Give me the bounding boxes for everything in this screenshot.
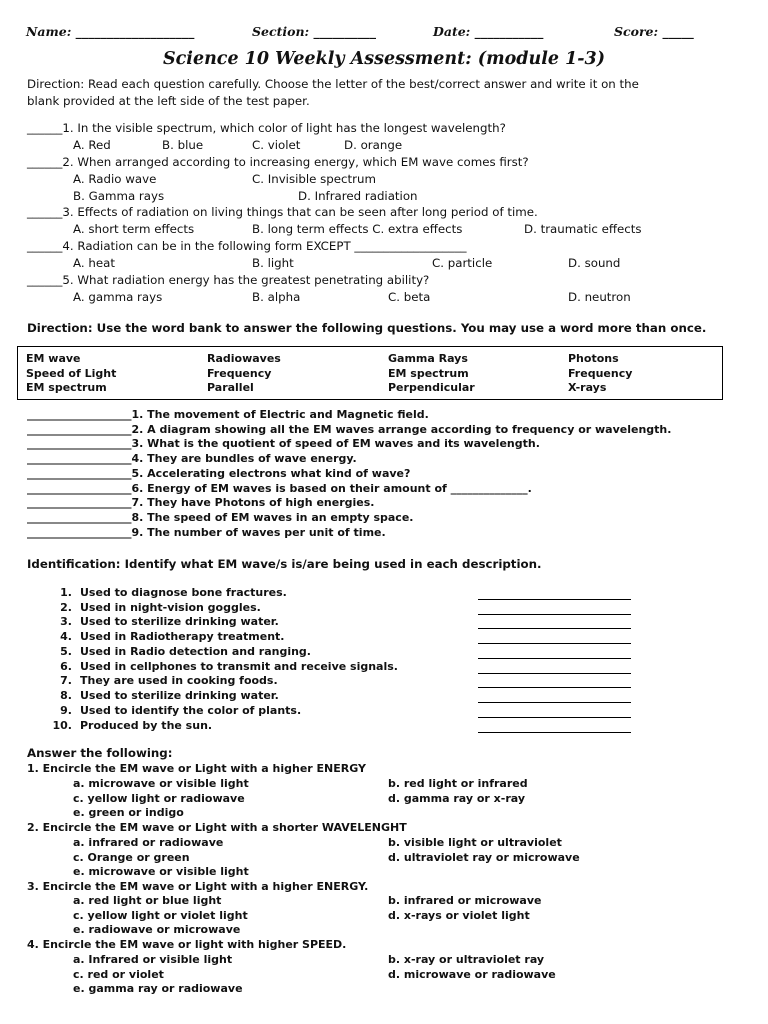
mc-3-choice-d: D. traumatic effects <box>524 222 642 236</box>
date-field[interactable]: Date: ___________ <box>433 24 544 39</box>
word-bank-item: Perpendicular <box>388 381 475 394</box>
answer-4-option-e[interactable]: e. gamma ray or radiowave <box>73 982 243 995</box>
fill-in-item-7: ___________________7. They have Photons of high energies. <box>27 496 375 509</box>
mc-4-choice-a: A. heat <box>73 256 115 270</box>
identification-item-1: 1. Used to diagnose bone fractures. <box>60 586 287 599</box>
identification-item-5: 5. Used in Radio detection and ranging. <box>60 645 311 658</box>
identification-item-10: 10. Produced by the sun. <box>52 719 213 732</box>
direction-2: Direction: Use the word bank to answer the following questions. You may use a word more than once. <box>27 321 707 335</box>
answer-4-option-a[interactable]: a. Infrared or visible light <box>73 953 233 966</box>
fill-in-item-3: ___________________3. What is the quotient of speed of EM waves and its wavelength. <box>27 437 540 450</box>
identification-answer-blank[interactable] <box>478 732 631 733</box>
answer-1-option-e[interactable]: e. green or indigo <box>73 806 184 819</box>
word-bank-item: Gamma Rays <box>388 352 468 365</box>
mc-5-choice-a: A. gamma rays <box>73 290 163 304</box>
identification-answer-blank[interactable] <box>478 599 631 600</box>
mc-question-1: ______1. In the visible spectrum, which color of light has the longest wavelength? <box>27 121 506 135</box>
name-field[interactable]: Name: ___________________ <box>26 24 195 39</box>
mc-question-5: ______5. What radiation energy has the greatest penetrating ability? <box>27 273 430 287</box>
identification-answer-blank[interactable] <box>478 687 631 688</box>
answer-question-4: 4. Encircle the EM wave or light with higher SPEED. <box>27 938 347 951</box>
mc-question-4: ______4. Radiation can be in the following form EXCEPT ___________________ <box>27 239 467 253</box>
direction-1 <box>27 76 742 110</box>
mc-4-choice-b: B. light <box>252 256 294 270</box>
answer-4-option-c[interactable]: c. red or violet <box>73 968 164 981</box>
fill-in-item-1: ___________________1. The movement of Electric and Magnetic field. <box>27 408 429 421</box>
identification-item-6: 6. Used in cellphones to transmit and receive signals. <box>60 660 398 673</box>
fill-in-item-6: ___________________6. Energy of EM waves is based on their amount of ______________. <box>27 482 532 495</box>
answer-2-option-d[interactable]: d. ultraviolet ray or microwave <box>388 851 580 864</box>
identification-answer-blank[interactable] <box>478 673 631 674</box>
answer-2-option-e[interactable]: e. microwave or visible light <box>73 865 249 878</box>
identification-item-2: 2. Used in night-vision goggles. <box>60 601 261 614</box>
answer-1-option-b[interactable]: b. red light or infrared <box>388 777 528 790</box>
word-bank-item: EM spectrum <box>388 367 469 380</box>
mc-2-choice-d: D. Infrared radiation <box>298 189 418 203</box>
mc-2-choice-b: B. Gamma rays <box>73 189 165 203</box>
identification-answer-blank[interactable] <box>478 717 631 718</box>
mc-4-choice-d: D. sound <box>568 256 621 270</box>
answer-4-option-b[interactable]: b. x-ray or ultraviolet ray <box>388 953 545 966</box>
mc-4-choice-c: C. particle <box>432 256 493 270</box>
answer-2-option-b[interactable]: b. visible light or ultraviolet <box>388 836 562 849</box>
answer-1-option-c[interactable]: c. yellow light or radiowave <box>73 792 245 805</box>
word-bank-item: Radiowaves <box>207 352 281 365</box>
answer-3-option-b[interactable]: b. infrared or microwave <box>388 894 542 907</box>
mc-2-choice-a: A. Radio wave <box>73 172 157 186</box>
identification-item-4: 4. Used in Radiotherapy treatment. <box>60 630 285 643</box>
word-bank-item: Frequency <box>568 367 633 380</box>
mc-1-choice-a: A. Red <box>73 138 111 152</box>
fill-in-item-8: ___________________8. The speed of EM waves in an empty space. <box>27 511 414 524</box>
word-bank-item: EM wave <box>26 352 81 365</box>
identification-answer-blank[interactable] <box>478 643 631 644</box>
page-title: Science 10 Weekly Assessment: (module 1-3) <box>163 49 605 69</box>
identification-answer-blank[interactable] <box>478 628 631 629</box>
mc-5-choice-c: C. beta <box>388 290 431 304</box>
mc-question-3: ______3. Effects of radiation on living things that can be seen after long period of time. <box>27 205 538 219</box>
identification-item-3: 3. Used to sterilize drinking water. <box>60 615 279 628</box>
word-bank-item: X-rays <box>568 381 607 394</box>
identification-answer-blank[interactable] <box>478 614 631 615</box>
answer-question-2: 2. Encircle the EM wave or Light with a shorter WAVELENGHT <box>27 821 407 834</box>
answer-3-option-e[interactable]: e. radiowave or microwave <box>73 923 241 936</box>
identification-heading: Identification: Identify what EM wave/s is/are being used in each description. <box>27 557 542 571</box>
mc-question-2: ______2. When arranged according to increasing energy, which EM wave comes first? <box>27 155 529 169</box>
direction-1-line-1: Direction: Read each question carefully. Choose the letter of the best/correct answer and write it on the <box>27 77 639 91</box>
fill-in-item-5: ___________________5. Accelerating electrons what kind of wave? <box>27 467 411 480</box>
mc-2-choice-c: C. Invisible spectrum <box>252 172 376 186</box>
answer-question-3: 3. Encircle the EM wave or Light with a higher ENERGY. <box>27 880 369 893</box>
fill-in-item-9: ___________________9. The number of waves per unit of time. <box>27 526 386 539</box>
identification-item-7: 7. They are used in cooking foods. <box>60 674 278 687</box>
word-bank-item: EM spectrum <box>26 381 107 394</box>
fill-in-item-4: ___________________4. They are bundles of wave energy. <box>27 452 357 465</box>
answer-3-option-d[interactable]: d. x-rays or violet light <box>388 909 530 922</box>
answer-4-option-d[interactable]: d. microwave or radiowave <box>388 968 556 981</box>
score-field[interactable]: Score: _____ <box>614 24 694 39</box>
word-bank-item: Frequency <box>207 367 272 380</box>
mc-3-choice-a: A. short term effects <box>73 222 195 236</box>
mc-1-choice-d: D. orange <box>344 138 403 152</box>
answer-3-option-c[interactable]: c. yellow light or violet light <box>73 909 248 922</box>
mc-5-choice-d: D. neutron <box>568 290 631 304</box>
answer-heading: Answer the following: <box>27 746 173 760</box>
header-row <box>26 24 742 42</box>
identification-answer-blank[interactable] <box>478 702 631 703</box>
identification-item-8: 8. Used to sterilize drinking water. <box>60 689 279 702</box>
answer-1-option-d[interactable]: d. gamma ray or x-ray <box>388 792 526 805</box>
identification-item-9: 9. Used to identify the color of plants. <box>60 704 302 717</box>
section-field[interactable]: Section: __________ <box>252 24 377 39</box>
identification-answer-blank[interactable] <box>478 658 631 659</box>
mc-1-choice-c: C. violet <box>252 138 301 152</box>
fill-in-item-2: ___________________2. A diagram showing all the EM waves arrange according to frequency or wavelength. <box>27 423 672 436</box>
mc-3-choice-bc: B. long term effects C. extra effects <box>252 222 463 236</box>
direction-1-line-2: blank provided at the left side of the test paper. <box>27 94 310 108</box>
word-bank-item: Photons <box>568 352 619 365</box>
answer-2-option-c[interactable]: c. Orange or green <box>73 851 190 864</box>
word-bank-item: Parallel <box>207 381 254 394</box>
answer-3-option-a[interactable]: a. red light or blue light <box>73 894 222 907</box>
mc-1-choice-b: B. blue <box>162 138 204 152</box>
answer-1-option-a[interactable]: a. microwave or visible light <box>73 777 249 790</box>
answer-question-1: 1. Encircle the EM wave or Light with a higher ENERGY <box>27 762 366 775</box>
word-bank-item: Speed of Light <box>26 367 117 380</box>
answer-2-option-a[interactable]: a. infrared or radiowave <box>73 836 224 849</box>
mc-5-choice-b: B. alpha <box>252 290 301 304</box>
word-bank <box>17 346 723 400</box>
